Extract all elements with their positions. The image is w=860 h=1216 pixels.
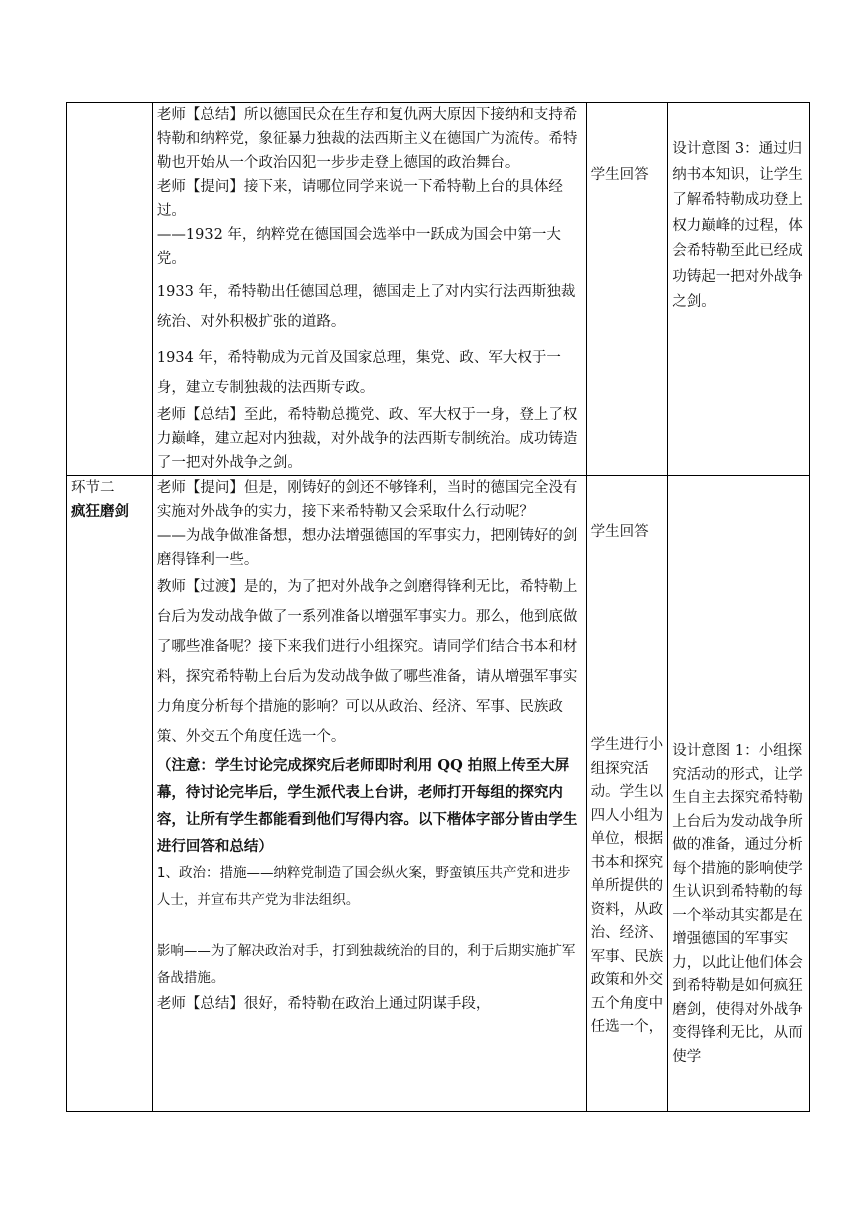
table-row xyxy=(67,476,810,1112)
teaching-content-cell xyxy=(152,476,586,1112)
student-activity-text: 学生进行小组探究活动。学生以四人小组为单位，根据书本和探究单所提供的资料，从政治、经济、军事、民族政策和外交五个角度中任选一个， xyxy=(590,737,664,1035)
paragraph: 1934 年，希特勒成为元首及国家总理，集党、政、军大权于一身，建立专制独裁的法西斯专政。 xyxy=(156,350,561,396)
paragraph: 1933 年，希特勒出任德国总理，德国走上了对内实行法西斯独裁统治、对外积极扩张的道路。 xyxy=(156,284,576,330)
section-cell xyxy=(67,476,153,1112)
paragraph: 教师【过渡】是的，为了把对外战争之剑磨得锋利无比，希特勒上台后为发动战争做了一系列准备以增强军事实力。那么，他到底做了哪些准备呢？接下来我们进行小组探究。请同学们结合书本和材料，探究希特勒上台后为发动战争做了哪些准备，请从增强军事实力角度分析每个措施的影响？可以从政治、经济、军事、民族政策、外交五个角度任选一个。 xyxy=(156,579,578,745)
paragraph: 老师【总结】至此，希特勒总揽党、政、军大权于一身，登上了权力巅峰，建立起对内独裁，对外战争的法西斯专制统治。成功铸造了一把对外战争之剑。 xyxy=(156,407,578,471)
teaching-content-cell xyxy=(152,103,586,476)
design-intent-text: 设计意图 3：通过归纳书本知识，让学生了解希特勒成功登上权力巅峰的过程，体会希特勒至此已经成功铸起一把对外战争之剑。 xyxy=(672,141,803,310)
paragraph: 老师【总结】所以德国民众在生存和复仇两大原因下接纳和支持希特勒和纳粹党，象征暴力独裁的法西斯主义在德国广为流传。希特勒也开始从一个政治囚犯一步步走登上德国的政治舞台。 xyxy=(156,107,578,171)
note-paragraph: （注意：学生讨论完成探究后老师即时利用 QQ 拍照上传至大屏幕，待讨论完毕后，学生派代表上台讲，老师打开每组的探究内容，让所有学生都能看到他们写得内容。以下楷体字部分皆由学生进行回答和总结） xyxy=(156,757,578,855)
student-activity-cell xyxy=(586,476,668,1112)
lesson-plan-table xyxy=(66,102,810,1112)
paragraph: ——1932 年，纳粹党在德国国会选举中一跃成为国会中第一大党。 xyxy=(156,227,561,267)
student-activity-text: 学生回答 xyxy=(590,167,649,183)
table-row xyxy=(67,103,810,476)
design-intent-text: 设计意图 1：小组探究活动的形式，让学生自主去探究希特勒上台后为发动战争所做的准备，通过分析每个措施的影响使学生认识到希特勒的每一个举动其实都是在增强德国的军事实力，以此让他们体会到希特勒是如何疯狂磨剑，使得对外战争变得锋利无比，从而使学 xyxy=(672,743,803,1065)
paragraph: 老师【提问】接下来，请哪位同学来说一下希特勒上台的具体经过。 xyxy=(156,179,563,219)
section-cell xyxy=(67,103,153,476)
student-answer-paragraph: 1、政治：措施——纳粹党制造了国会纵火案，野蛮镇压共产党和进步人士，并宣布共产党为非法组织。 xyxy=(156,865,571,908)
section-title: 疯狂磨剑 xyxy=(71,503,129,520)
student-answer-paragraph: 影响——为了解决政治对手，打到独裁统治的目的，利于后期实施扩军备战措施。 xyxy=(156,943,576,986)
paragraph: 老师【提问】但是，刚铸好的剑还不够锋利，当时的德国完全没有实施对外战争的实力，接下来希特勒又会采取什么行动呢？ xyxy=(156,480,578,520)
student-activity-cell xyxy=(586,103,668,476)
design-intent-cell xyxy=(668,476,810,1112)
student-activity-text: 学生回答 xyxy=(590,524,649,540)
paragraph: ——为战争做准备想，想办法增强德国的军事实力，把刚铸好的剑磨得锋利一些。 xyxy=(156,528,578,568)
design-intent-cell xyxy=(668,103,810,476)
section-number: 环节二 xyxy=(71,480,115,496)
paragraph: 老师【总结】很好，希特勒在政治上通过阴谋手段， xyxy=(156,996,491,1012)
